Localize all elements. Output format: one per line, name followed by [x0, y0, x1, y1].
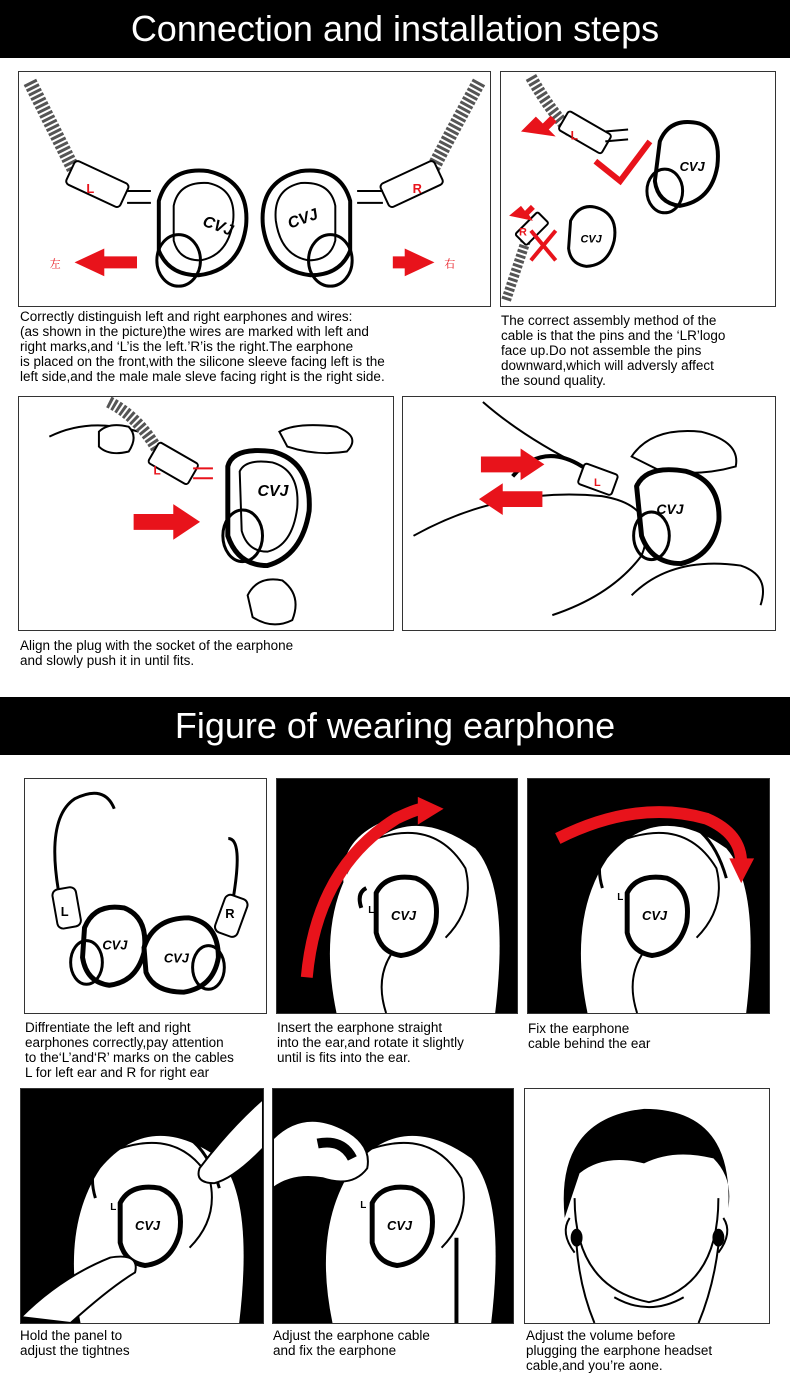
card5-mark: L	[360, 1199, 367, 1211]
card6-caption: Adjust the volume before plugging the earphone headset cable,and you’re aone.	[526, 1328, 713, 1373]
svg-text:CVJ: CVJ	[200, 213, 236, 240]
left-chinese-char: 左	[49, 258, 61, 271]
wear-card-tighten	[20, 1088, 264, 1324]
right-mark: R	[412, 180, 422, 196]
svg-text:CVJ: CVJ	[387, 1217, 413, 1233]
wear-card-behind-ear	[527, 778, 770, 1014]
identify-earphones-drawing	[25, 779, 266, 1013]
card3-caption: Fix the earphone cable behind the ear	[528, 1021, 651, 1051]
step1-caption: Correctly distinguish left and right earphones and wires: (as shown in the picture)the wires are marked with left and right marks,and ‘L’is the left.’R’is the right.The earphone is placed on the front,with the silicone sleeve facing left is the left side,and the male male sleve facing right is the right side.	[20, 309, 385, 384]
left-mark: L	[86, 180, 95, 196]
section-title-connection: Connection and installation steps	[0, 0, 790, 58]
wear-card-volume	[524, 1088, 770, 1324]
svg-text:CVJ: CVJ	[285, 206, 321, 233]
person-wearing-drawing	[525, 1089, 769, 1323]
assembly-orientation-drawing	[501, 72, 775, 306]
step3-caption: Align the plug with the socket of the earphone and slowly push it in until fits.	[20, 638, 294, 668]
adjust-cable-drawing	[273, 1089, 513, 1323]
wear-card-adjust-cable	[272, 1088, 514, 1324]
step-align-plug	[18, 396, 394, 631]
step-left-right-illustration	[18, 71, 491, 307]
svg-text:CVJ: CVJ	[679, 159, 705, 175]
svg-text:CVJ: CVJ	[163, 950, 189, 966]
plug-mark: L	[153, 463, 161, 478]
svg-text:CVJ: CVJ	[580, 233, 602, 246]
behind-ear-drawing	[528, 779, 769, 1013]
card2-caption: Insert the earphone straight into the ear,and rotate it slightly until is fits into the ear.	[277, 1020, 464, 1065]
mark-r: R	[519, 226, 527, 239]
push-in-drawing	[403, 397, 775, 630]
step-push-in	[402, 396, 776, 631]
wear-card-insert	[276, 778, 518, 1014]
card1-caption: Diffrentiate the left and right earphones correctly,pay attention to the‘L’and‘R’ marks on the cables L for left ear and R for right ear	[25, 1020, 234, 1080]
svg-text:CVJ: CVJ	[135, 1217, 161, 1233]
svg-text:CVJ: CVJ	[257, 483, 289, 501]
svg-text:CVJ: CVJ	[642, 907, 668, 923]
wear-card-identify	[24, 778, 267, 1014]
left-right-earphones-drawing	[19, 72, 490, 306]
right-chinese-char: 右	[444, 258, 456, 271]
card1-mark-r: R	[225, 905, 235, 921]
svg-text:CVJ: CVJ	[656, 500, 684, 517]
card1-mark-l: L	[60, 903, 69, 919]
step-assembly-orientation	[500, 71, 776, 307]
section-title-wearing: Figure of wearing earphone	[0, 697, 790, 755]
card4-mark: L	[110, 1201, 117, 1213]
tighten-drawing	[21, 1089, 263, 1323]
card2-mark: L	[368, 904, 375, 916]
align-plug-drawing	[19, 397, 393, 630]
card4-caption: Hold the panel to adjust the tightnes	[20, 1328, 130, 1358]
card3-mark: L	[617, 891, 624, 903]
mark-l: L	[570, 128, 578, 143]
step2-caption: The correct assembly method of the cable is that the pins and the ‘LR’logo face up.Do not assemble the pins downward,which will adversly affect the sound quality.	[501, 313, 726, 388]
push-mark: L	[593, 477, 601, 490]
card5-caption: Adjust the earphone cable and fix the earphone	[273, 1328, 430, 1358]
svg-text:CVJ: CVJ	[102, 937, 128, 953]
svg-text:CVJ: CVJ	[391, 907, 417, 923]
insert-earphone-drawing	[277, 779, 517, 1013]
